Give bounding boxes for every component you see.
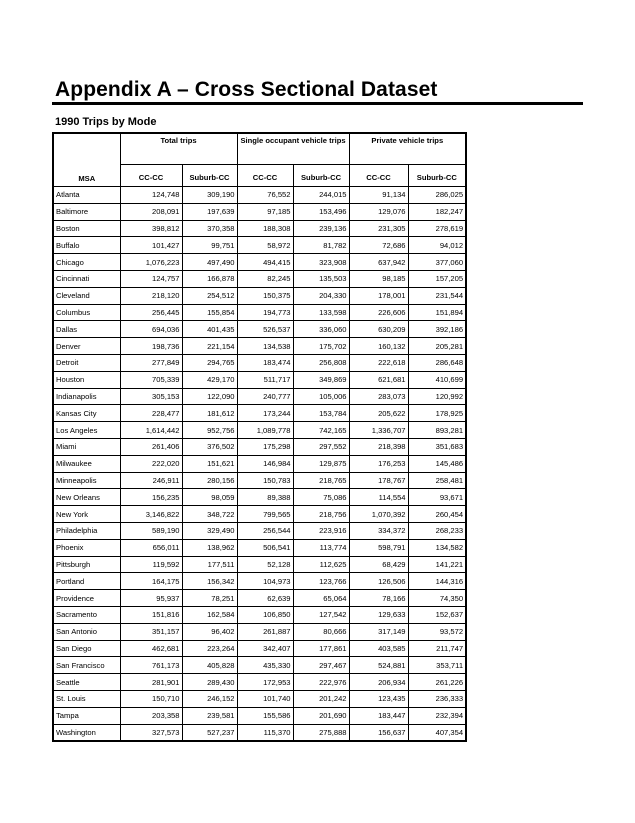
value-cell: 353,711 (408, 657, 466, 674)
value-cell: 323,908 (293, 254, 349, 271)
value-cell: 254,512 (182, 287, 237, 304)
value-cell: 309,190 (182, 187, 237, 204)
value-cell: 1,070,392 (349, 506, 408, 523)
value-cell: 153,784 (293, 405, 349, 422)
value-cell: 256,445 (120, 304, 182, 321)
subheader-total-cc-cc: CC-CC (120, 165, 182, 187)
value-cell: 228,477 (120, 405, 182, 422)
table-row (53, 640, 466, 657)
table-row (53, 371, 466, 388)
msa-cell: Cincinnati (53, 270, 120, 287)
value-cell: 462,681 (120, 640, 182, 657)
table-row (53, 287, 466, 304)
value-cell: 78,166 (349, 590, 408, 607)
value-cell: 150,783 (237, 472, 293, 489)
table-row (53, 707, 466, 724)
value-cell: 280,156 (182, 472, 237, 489)
subheader-private-cc-cc: CC-CC (349, 165, 408, 187)
msa-cell: Indianapolis (53, 388, 120, 405)
value-cell: 221,154 (182, 338, 237, 355)
table-row (53, 455, 466, 472)
table-row (53, 623, 466, 640)
value-cell: 799,565 (237, 506, 293, 523)
table-row (53, 506, 466, 523)
msa-cell: Boston (53, 220, 120, 237)
value-cell: 527,237 (182, 724, 237, 741)
value-cell: 160,132 (349, 338, 408, 355)
table-row (53, 489, 466, 506)
value-cell: 78,251 (182, 590, 237, 607)
value-cell: 370,358 (182, 220, 237, 237)
table-row (53, 220, 466, 237)
value-cell: 101,740 (237, 690, 293, 707)
value-cell: 176,253 (349, 455, 408, 472)
value-cell: 211,747 (408, 640, 466, 657)
msa-cell: Providence (53, 590, 120, 607)
msa-cell: Tampa (53, 707, 120, 724)
msa-cell: Washington (53, 724, 120, 741)
value-cell: 348,722 (182, 506, 237, 523)
value-cell: 952,756 (182, 422, 237, 439)
value-cell: 129,076 (349, 203, 408, 220)
table-row (53, 606, 466, 623)
value-cell: 277,849 (120, 354, 182, 371)
value-cell: 119,592 (120, 556, 182, 573)
value-cell: 126,506 (349, 573, 408, 590)
value-cell: 256,808 (293, 354, 349, 371)
table-row (53, 573, 466, 590)
msa-cell: San Diego (53, 640, 120, 657)
value-cell: 203,358 (120, 707, 182, 724)
value-cell: 336,060 (293, 321, 349, 338)
msa-cell: Cleveland (53, 287, 120, 304)
value-cell: 65,064 (293, 590, 349, 607)
value-cell: 183,474 (237, 354, 293, 371)
value-cell: 198,736 (120, 338, 182, 355)
value-cell: 3,146,822 (120, 506, 182, 523)
msa-cell: Columbus (53, 304, 120, 321)
value-cell: 115,370 (237, 724, 293, 741)
msa-cell: Chicago (53, 254, 120, 271)
value-cell: 95,937 (120, 590, 182, 607)
table-row (53, 254, 466, 271)
table-row (53, 590, 466, 607)
subheader-total-suburb-cc: Suburb-CC (182, 165, 237, 187)
msa-cell: Buffalo (53, 237, 120, 254)
msa-cell: Milwaukee (53, 455, 120, 472)
group-header-total-trips: Total trips (120, 133, 237, 165)
msa-cell: Philadelphia (53, 522, 120, 539)
table-row (53, 237, 466, 254)
value-cell: 175,702 (293, 338, 349, 355)
msa-cell: Seattle (53, 674, 120, 691)
value-cell: 82,245 (237, 270, 293, 287)
value-cell: 208,091 (120, 203, 182, 220)
msa-cell: New Orleans (53, 489, 120, 506)
value-cell: 151,816 (120, 606, 182, 623)
value-cell: 205,281 (408, 338, 466, 355)
value-cell: 151,894 (408, 304, 466, 321)
value-cell: 236,333 (408, 690, 466, 707)
value-cell: 106,850 (237, 606, 293, 623)
value-cell: 231,544 (408, 287, 466, 304)
value-cell: 177,861 (293, 640, 349, 657)
value-cell: 98,059 (182, 489, 237, 506)
value-cell: 123,766 (293, 573, 349, 590)
value-cell: 329,490 (182, 522, 237, 539)
value-cell: 392,186 (408, 321, 466, 338)
value-cell: 351,157 (120, 623, 182, 640)
table-row (53, 690, 466, 707)
value-cell: 258,481 (408, 472, 466, 489)
value-cell: 281,901 (120, 674, 182, 691)
value-cell: 405,828 (182, 657, 237, 674)
value-cell: 177,511 (182, 556, 237, 573)
value-cell: 286,025 (408, 187, 466, 204)
value-cell: 97,185 (237, 203, 293, 220)
value-cell: 138,962 (182, 539, 237, 556)
value-cell: 204,330 (293, 287, 349, 304)
section-title: 1990 Trips by Mode (55, 116, 157, 128)
value-cell: 244,015 (293, 187, 349, 204)
msa-cell: Los Angeles (53, 422, 120, 439)
value-cell: 317,149 (349, 623, 408, 640)
value-cell: 294,765 (182, 354, 237, 371)
value-cell: 178,925 (408, 405, 466, 422)
table-row (53, 203, 466, 220)
value-cell: 75,086 (293, 489, 349, 506)
value-cell: 261,406 (120, 438, 182, 455)
value-cell: 334,372 (349, 522, 408, 539)
msa-cell: Denver (53, 338, 120, 355)
value-cell: 761,173 (120, 657, 182, 674)
value-cell: 124,748 (120, 187, 182, 204)
value-cell: 218,765 (293, 472, 349, 489)
value-cell: 197,639 (182, 203, 237, 220)
value-cell: 630,209 (349, 321, 408, 338)
value-cell: 435,330 (237, 657, 293, 674)
value-cell: 93,671 (408, 489, 466, 506)
msa-cell: Pittsburgh (53, 556, 120, 573)
value-cell: 656,011 (120, 539, 182, 556)
value-cell: 201,242 (293, 690, 349, 707)
value-cell: 286,648 (408, 354, 466, 371)
value-cell: 218,398 (349, 438, 408, 455)
subheader-sov-cc-cc: CC-CC (237, 165, 293, 187)
value-cell: 188,308 (237, 220, 293, 237)
value-cell: 114,554 (349, 489, 408, 506)
table-row (53, 187, 466, 204)
value-cell: 232,394 (408, 707, 466, 724)
value-cell: 135,503 (293, 270, 349, 287)
value-cell: 122,090 (182, 388, 237, 405)
value-cell: 1,076,223 (120, 254, 182, 271)
value-cell: 222,618 (349, 354, 408, 371)
value-cell: 150,375 (237, 287, 293, 304)
value-cell: 166,878 (182, 270, 237, 287)
value-cell: 218,756 (293, 506, 349, 523)
value-cell: 156,235 (120, 489, 182, 506)
table-row (53, 405, 466, 422)
value-cell: 181,612 (182, 405, 237, 422)
value-cell: 398,812 (120, 220, 182, 237)
value-cell: 155,586 (237, 707, 293, 724)
value-cell: 98,185 (349, 270, 408, 287)
value-cell: 129,875 (293, 455, 349, 472)
value-cell: 183,447 (349, 707, 408, 724)
msa-cell: Miami (53, 438, 120, 455)
value-cell: 240,777 (237, 388, 293, 405)
value-cell: 134,582 (408, 539, 466, 556)
value-cell: 194,773 (237, 304, 293, 321)
value-cell: 246,152 (182, 690, 237, 707)
value-cell: 178,001 (349, 287, 408, 304)
value-cell: 349,869 (293, 371, 349, 388)
value-cell: 144,316 (408, 573, 466, 590)
value-cell: 155,854 (182, 304, 237, 321)
value-cell: 506,541 (237, 539, 293, 556)
value-cell: 410,699 (408, 371, 466, 388)
value-cell: 156,637 (349, 724, 408, 741)
value-cell: 342,407 (237, 640, 293, 657)
value-cell: 141,221 (408, 556, 466, 573)
value-cell: 164,175 (120, 573, 182, 590)
value-cell: 156,342 (182, 573, 237, 590)
value-cell: 598,791 (349, 539, 408, 556)
msa-cell: Minneapolis (53, 472, 120, 489)
value-cell: 524,881 (349, 657, 408, 674)
msa-cell: New York (53, 506, 120, 523)
value-cell: 124,757 (120, 270, 182, 287)
table-row (53, 472, 466, 489)
msa-cell: Baltimore (53, 203, 120, 220)
msa-cell: Dallas (53, 321, 120, 338)
value-cell: 182,247 (408, 203, 466, 220)
value-cell: 101,427 (120, 237, 182, 254)
value-cell: 621,681 (349, 371, 408, 388)
subheader-private-suburb-cc: Suburb-CC (408, 165, 466, 187)
value-cell: 327,573 (120, 724, 182, 741)
table-row (53, 422, 466, 439)
value-cell: 222,020 (120, 455, 182, 472)
table-row (53, 724, 466, 741)
value-cell: 1,089,778 (237, 422, 293, 439)
table-row (53, 438, 466, 455)
table-row (53, 556, 466, 573)
value-cell: 1,614,442 (120, 422, 182, 439)
table-body (53, 187, 466, 742)
value-cell: 637,942 (349, 254, 408, 271)
value-cell: 62,639 (237, 590, 293, 607)
trips-table (52, 132, 467, 742)
value-cell: 93,572 (408, 623, 466, 640)
table-row (53, 674, 466, 691)
value-cell: 178,767 (349, 472, 408, 489)
value-cell: 146,984 (237, 455, 293, 472)
value-cell: 377,060 (408, 254, 466, 271)
table-row (53, 388, 466, 405)
value-cell: 297,552 (293, 438, 349, 455)
value-cell: 256,544 (237, 522, 293, 539)
value-cell: 218,120 (120, 287, 182, 304)
value-cell: 105,006 (293, 388, 349, 405)
table-row (53, 539, 466, 556)
msa-cell: Houston (53, 371, 120, 388)
value-cell: 74,350 (408, 590, 466, 607)
value-cell: 134,538 (237, 338, 293, 355)
value-cell: 511,717 (237, 371, 293, 388)
value-cell: 99,751 (182, 237, 237, 254)
value-cell: 1,336,707 (349, 422, 408, 439)
value-cell: 497,490 (182, 254, 237, 271)
value-cell: 145,486 (408, 455, 466, 472)
value-cell: 153,496 (293, 203, 349, 220)
value-cell: 113,774 (293, 539, 349, 556)
value-cell: 261,226 (408, 674, 466, 691)
value-cell: 151,621 (182, 455, 237, 472)
value-cell: 742,165 (293, 422, 349, 439)
value-cell: 172,953 (237, 674, 293, 691)
value-cell: 205,622 (349, 405, 408, 422)
msa-cell: San Antonio (53, 623, 120, 640)
value-cell: 162,584 (182, 606, 237, 623)
value-cell: 152,637 (408, 606, 466, 623)
value-cell: 222,976 (293, 674, 349, 691)
value-cell: 226,606 (349, 304, 408, 321)
value-cell: 401,435 (182, 321, 237, 338)
table-row (53, 304, 466, 321)
value-cell: 52,128 (237, 556, 293, 573)
value-cell: 68,429 (349, 556, 408, 573)
value-cell: 81,782 (293, 237, 349, 254)
value-cell: 127,542 (293, 606, 349, 623)
value-cell: 268,233 (408, 522, 466, 539)
value-cell: 133,598 (293, 304, 349, 321)
value-cell: 72,686 (349, 237, 408, 254)
value-cell: 104,973 (237, 573, 293, 590)
value-cell: 283,073 (349, 388, 408, 405)
value-cell: 76,552 (237, 187, 293, 204)
msa-cell: Portland (53, 573, 120, 590)
value-cell: 893,281 (408, 422, 466, 439)
value-cell: 129,633 (349, 606, 408, 623)
value-cell: 58,972 (237, 237, 293, 254)
group-header-private-vehicle: Private vehicle trips (349, 133, 466, 165)
value-cell: 694,036 (120, 321, 182, 338)
value-cell: 275,888 (293, 724, 349, 741)
value-cell: 206,934 (349, 674, 408, 691)
value-cell: 223,264 (182, 640, 237, 657)
table-row (53, 522, 466, 539)
value-cell: 526,537 (237, 321, 293, 338)
value-cell: 120,992 (408, 388, 466, 405)
value-cell: 297,467 (293, 657, 349, 674)
msa-cell: Kansas City (53, 405, 120, 422)
value-cell: 278,619 (408, 220, 466, 237)
value-cell: 123,435 (349, 690, 408, 707)
subheader-sov-suburb-cc: Suburb-CC (293, 165, 349, 187)
value-cell: 96,402 (182, 623, 237, 640)
group-header-single-occupant: Single occupant vehicle trips (237, 133, 349, 165)
value-cell: 231,305 (349, 220, 408, 237)
value-cell: 80,666 (293, 623, 349, 640)
msa-cell: Detroit (53, 354, 120, 371)
value-cell: 407,354 (408, 724, 466, 741)
value-cell: 239,581 (182, 707, 237, 724)
msa-cell: Sacramento (53, 606, 120, 623)
value-cell: 112,625 (293, 556, 349, 573)
value-cell: 89,388 (237, 489, 293, 506)
value-cell: 705,339 (120, 371, 182, 388)
msa-cell: St. Louis (53, 690, 120, 707)
value-cell: 150,710 (120, 690, 182, 707)
table-row (53, 338, 466, 355)
value-cell: 261,887 (237, 623, 293, 640)
table-row (53, 657, 466, 674)
msa-cell: Atlanta (53, 187, 120, 204)
value-cell: 175,298 (237, 438, 293, 455)
value-cell: 376,502 (182, 438, 237, 455)
value-cell: 246,911 (120, 472, 182, 489)
msa-cell: Phoenix (53, 539, 120, 556)
value-cell: 305,153 (120, 388, 182, 405)
table-row (53, 321, 466, 338)
value-cell: 173,244 (237, 405, 293, 422)
value-cell: 94,012 (408, 237, 466, 254)
value-cell: 429,170 (182, 371, 237, 388)
value-cell: 239,136 (293, 220, 349, 237)
value-cell: 223,916 (293, 522, 349, 539)
value-cell: 260,454 (408, 506, 466, 523)
value-cell: 351,683 (408, 438, 466, 455)
value-cell: 91,134 (349, 187, 408, 204)
msa-column-header: MSA (53, 133, 120, 187)
page-title: Appendix A – Cross Sectional Dataset (55, 78, 438, 101)
value-cell: 157,205 (408, 270, 466, 287)
value-cell: 201,690 (293, 707, 349, 724)
value-cell: 403,585 (349, 640, 408, 657)
table-row (53, 354, 466, 371)
table-row (53, 270, 466, 287)
title-rule (52, 102, 583, 105)
value-cell: 589,190 (120, 522, 182, 539)
value-cell: 289,430 (182, 674, 237, 691)
value-cell: 494,415 (237, 254, 293, 271)
msa-cell: San Francisco (53, 657, 120, 674)
